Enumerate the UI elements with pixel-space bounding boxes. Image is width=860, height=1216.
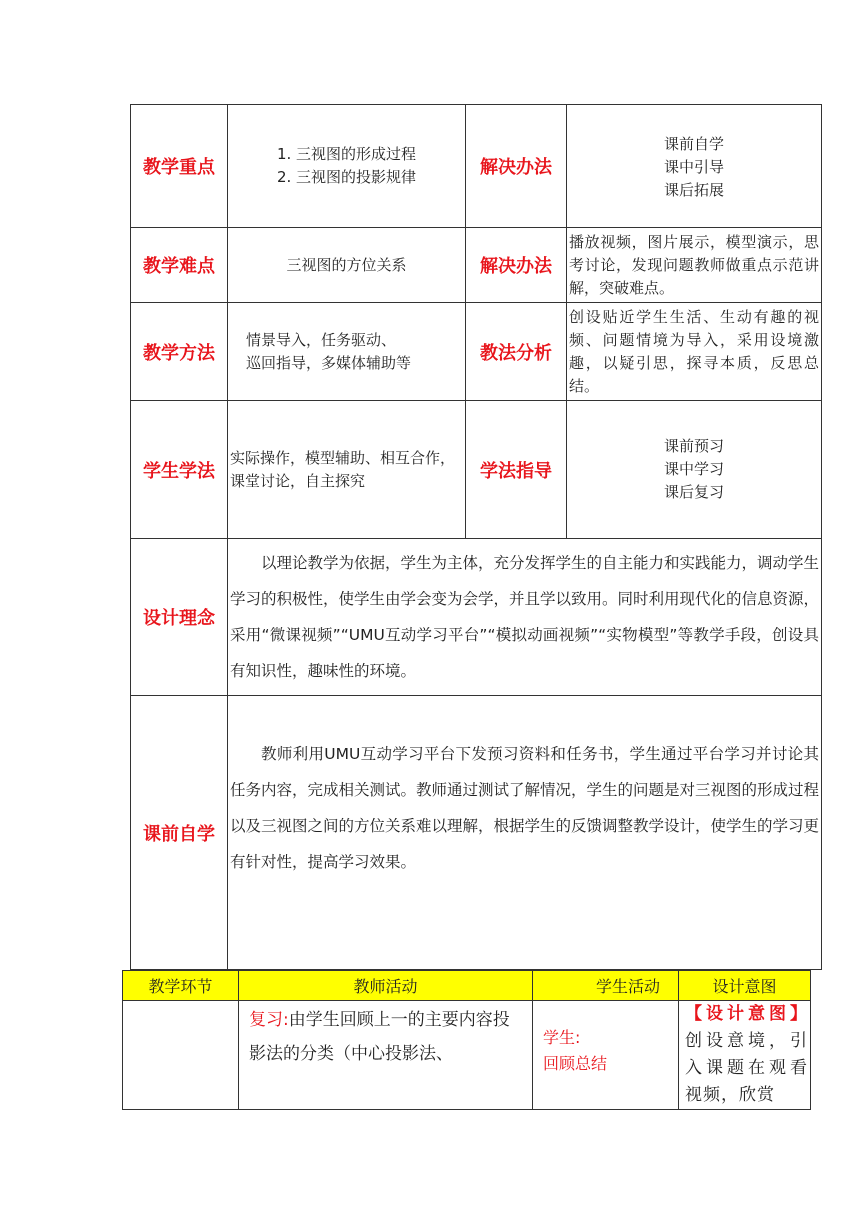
header-design-intent: 设计意图 <box>679 971 811 1001</box>
solution-1-line-2: 课中引导 <box>663 158 724 176</box>
key-point-2: 2. 三视图的投影规律 <box>276 168 417 186</box>
teacher-activity-text: 由学生回顾上一的主要内容投影法的分类（中心投影法、 <box>249 1010 510 1064</box>
stage-cell <box>123 1001 239 1110</box>
design-intent-cell <box>679 1001 811 1110</box>
intent-prefix: 【设计意图】 <box>685 1004 808 1024</box>
label-student-methods: 学生学法 <box>131 401 228 539</box>
design-concept-text: 以理论教学为依据，学生为主体，充分发挥学生的自主能力和实践能力，调动学生学习的积极性，使学生由学会变为会学，并且学以致用。同时利用现代化的信息资源，采用“微课视频”“UMU互动学习平台”“模拟动画视频”“实物模型”等教学手段，创设具有知识性，趣味性的环境。 <box>230 554 820 680</box>
method-line-2: 巡回指导，多媒体辅助等 <box>246 353 412 372</box>
difficulties-content: 三视图的方位关系 <box>228 228 466 303</box>
student-activity-cell <box>533 1001 679 1110</box>
label-preclass: 课前自学 <box>131 696 228 970</box>
preclass-text: 教师利用UMU互动学习平台下发预习资料和任务书，学生通过平台学习并讨论其任务内容，完成相关测试。教师通过测试了解情况，学生的问题是对三视图的形成过程以及三视图之间的方位关系难以理解，根据学生的反馈调整教学设计，使学生的学习更有针对性，提高学习效果。 <box>230 745 820 871</box>
row-design-concept <box>131 539 822 696</box>
methods-content <box>228 303 466 401</box>
label-design-concept: 设计理念 <box>131 539 228 696</box>
header-student-activity: 学生活动 <box>533 971 679 1001</box>
row-methods <box>131 303 822 401</box>
teaching-analysis-content: 创设贴近学生生活、生动有趣的视频、问题情境为导入，采用设境激趣，以疑引思，探寻本质，反思总结。 <box>567 303 822 401</box>
row-difficulties <box>131 228 822 303</box>
key-points-content <box>228 105 466 228</box>
guidance-line-1: 课前预习 <box>663 437 724 455</box>
teacher-activity-cell <box>239 1001 533 1110</box>
intent-text: 创设意境，引入课题在观看视频，欣赏 <box>685 1031 808 1105</box>
student-label: 学生: <box>543 1028 581 1047</box>
process-row <box>123 1001 811 1110</box>
guidance-line-3: 课后复习 <box>663 483 724 501</box>
student-methods-content: 实际操作，模型辅助、相互合作，课堂讨论，自主探究 <box>228 401 466 539</box>
label-methods: 教学方法 <box>131 303 228 401</box>
study-guidance-content <box>567 401 822 539</box>
label-teaching-analysis: 教法分析 <box>466 303 567 401</box>
row-student-methods <box>131 401 822 539</box>
solution-1-line-3: 课后拓展 <box>663 181 724 199</box>
header-stage: 教学环节 <box>123 971 239 1001</box>
label-solution-2: 解决办法 <box>466 228 567 303</box>
solution-2-content: 播放视频，图片展示，模型演示，思考讨论，发现问题教师做重点示范讲解，突破难点。 <box>567 228 822 303</box>
solution-1-line-1: 课前自学 <box>663 135 724 153</box>
preclass-content <box>228 696 822 970</box>
lesson-plan-table <box>130 104 822 970</box>
guidance-line-2: 课中学习 <box>663 460 724 478</box>
teaching-process-table <box>122 970 811 1110</box>
solution-1-content <box>567 105 822 228</box>
label-study-guidance: 学法指导 <box>466 401 567 539</box>
label-solution-1: 解决办法 <box>466 105 567 228</box>
label-difficulties: 教学难点 <box>131 228 228 303</box>
header-teacher-activity: 教师活动 <box>239 971 533 1001</box>
row-preclass <box>131 696 822 970</box>
label-key-points: 教学重点 <box>131 105 228 228</box>
design-concept-content <box>228 539 822 696</box>
row-key-points <box>131 105 822 228</box>
key-point-1: 1. 三视图的形成过程 <box>276 145 417 163</box>
student-activity-text: 回顾总结 <box>543 1054 608 1073</box>
review-prefix: 复习: <box>249 1010 289 1030</box>
method-line-1: 情景导入，任务驱动、 <box>246 330 397 349</box>
process-header-row <box>123 971 811 1001</box>
